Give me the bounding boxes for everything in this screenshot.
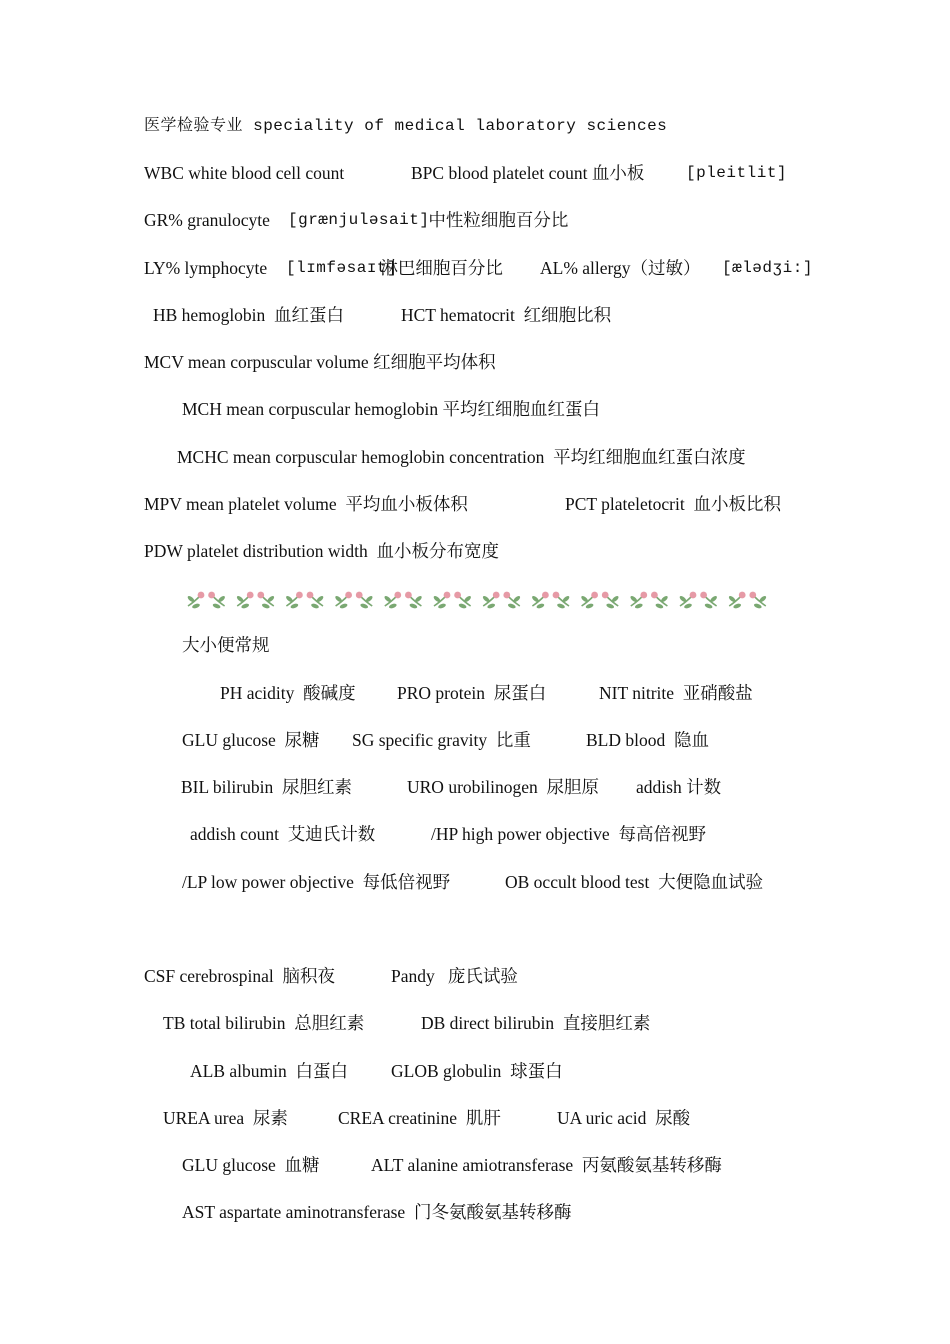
- ornament-sprig: [679, 592, 697, 610]
- term-pct: PCT plateletocrit 血小板比积: [565, 494, 781, 514]
- ornament-sprig: [482, 592, 500, 610]
- term-mchc: MCHC mean corpuscular hemoglobin concentration 平均红细胞血红蛋白浓度: [177, 447, 746, 467]
- row-addish-count-hp: [0, 822, 950, 846]
- phonetic-lymphocyte: [lɪmfəsaɪt]: [286, 259, 398, 277]
- row-mpv-pct: [0, 492, 950, 516]
- term-csf: CSF cerebrospinal 脑积夜: [144, 966, 336, 986]
- ornament-sprig: [580, 592, 598, 610]
- phonetic-granulocyte: [grænjuləsait]: [288, 211, 430, 229]
- term-hp: /HP high power objective 每高倍视野: [431, 824, 706, 844]
- ornament-sprig: [433, 592, 451, 610]
- term-gr: GR% granulocyte: [144, 210, 275, 230]
- ornament-sprig: [208, 592, 226, 610]
- term-bil: BIL bilirubin 尿胆红素: [181, 777, 352, 797]
- floral-divider: [180, 588, 780, 614]
- row-csf-pandy: [0, 964, 950, 988]
- term-sg: SG specific gravity 比重: [352, 730, 531, 750]
- term-al: AL% allergy（过敏）: [540, 258, 701, 278]
- doc-title: 医学检验专业 speciality of medical laboratory sciences: [144, 117, 668, 135]
- ornament-sprig: [728, 592, 746, 610]
- term-bld: BLD blood 隐血: [586, 730, 709, 750]
- term-pandy: Pandy 庞氏试验: [391, 966, 518, 986]
- term-bpc: BPC blood platelet count 血小板: [411, 163, 649, 183]
- term-glob: GLOB globulin 球蛋白: [391, 1061, 563, 1081]
- term-hb: HB hemoglobin 血红蛋白: [153, 305, 345, 325]
- row-glu-sg-bld: [0, 728, 950, 752]
- row-hb-hct: [0, 303, 950, 327]
- term-mpv: MPV mean platelet volume 平均血小板体积: [144, 494, 468, 514]
- ornament-sprig: [405, 592, 423, 610]
- term-wbc: WBC white blood cell count: [144, 163, 345, 183]
- term-pdw: PDW platelet distribution width 血小板分布宽度: [144, 541, 500, 561]
- row-ast: [0, 1200, 950, 1224]
- row-mcv: [0, 350, 950, 374]
- term-tb: TB total bilirubin 总胆红素: [163, 1013, 365, 1033]
- term-gr-cn: 中性粒细胞百分比: [424, 210, 569, 230]
- ornament-sprig: [257, 592, 275, 610]
- ornament-sprig: [700, 592, 718, 610]
- row-mch: [0, 397, 950, 421]
- term-ua: UA uric acid 尿酸: [557, 1108, 691, 1128]
- row-glu-alt: [0, 1153, 950, 1177]
- ornament-sprig: [236, 592, 254, 610]
- row-pdw: [0, 539, 950, 563]
- term-urea: UREA urea 尿素: [163, 1108, 288, 1128]
- phonetic-platelet: [pleitlit]: [686, 164, 788, 182]
- term-addish-count: addish count 艾迪氏计数: [190, 824, 376, 844]
- row-wbc-bpc: [0, 161, 950, 185]
- term-alb: ALB albumin 白蛋白: [190, 1061, 348, 1081]
- ornament-sprig: [356, 592, 374, 610]
- term-ly-cn: 淋巴细胞百分比: [376, 258, 503, 278]
- term-glu-urine: GLU glucose 尿糖: [182, 730, 320, 750]
- section-urine-stool-heading: [0, 633, 950, 657]
- ornament-sprig: [454, 592, 472, 610]
- ornament-sprig: [503, 592, 521, 610]
- term-ly: LY% lymphocyte: [144, 258, 272, 278]
- term-ph: PH acidity 酸碱度: [220, 683, 356, 703]
- term-hct: HCT hematocrit 红细胞比积: [401, 305, 612, 325]
- ornament-sprig: [651, 592, 669, 610]
- ornament-sprig: [383, 592, 401, 610]
- ornament-sprig: [602, 592, 620, 610]
- term-pro: PRO protein 尿蛋白: [397, 683, 547, 703]
- row-mchc: [0, 445, 950, 469]
- ornament-sprig: [187, 592, 205, 610]
- doc-title-line: [0, 114, 950, 138]
- term-uro: URO urobilinogen 尿胆原: [407, 777, 600, 797]
- row-gr: [0, 208, 950, 232]
- section-heading: 大小便常规: [182, 635, 270, 655]
- row-bil-uro-addish: [0, 775, 950, 799]
- term-addish: addish 计数: [636, 777, 722, 797]
- row-urea-crea-ua: [0, 1106, 950, 1130]
- term-alt: ALT alanine amiotransferase 丙氨酸氨基转移酶: [371, 1155, 722, 1175]
- term-crea: CREA creatinine 肌肝: [338, 1108, 501, 1128]
- term-nit: NIT nitrite 亚硝酸盐: [599, 683, 753, 703]
- term-glu-blood: GLU glucose 血糖: [182, 1155, 320, 1175]
- ornament-sprig: [307, 592, 325, 610]
- ornament-sprig: [285, 592, 303, 610]
- term-mch: MCH mean corpuscular hemoglobin 平均红细胞血红蛋白: [182, 399, 600, 419]
- ornament-sprig: [629, 592, 647, 610]
- term-ast: AST aspartate aminotransferase 门冬氨酸氨基转移酶: [182, 1202, 572, 1222]
- term-mcv: MCV mean corpuscular volume 红细胞平均体积: [144, 352, 496, 372]
- term-lp: /LP low power objective 每低倍视野: [182, 872, 451, 892]
- term-db: DB direct bilirubin 直接胆红素: [421, 1013, 651, 1033]
- ornament-sprig: [749, 592, 767, 610]
- row-lp-ob: [0, 870, 950, 894]
- term-ob: OB occult blood test 大便隐血试验: [505, 872, 764, 892]
- ornament-sprig: [553, 592, 571, 610]
- row-tb-db: [0, 1011, 950, 1035]
- phonetic-allergy: [ælədʒi:]: [722, 259, 813, 277]
- row-alb-glob: [0, 1059, 950, 1083]
- row-ly-al: [0, 256, 950, 280]
- ornament-sprig: [334, 592, 352, 610]
- ornament-sprig: [531, 592, 549, 610]
- row-ph-pro-nit: [0, 681, 950, 705]
